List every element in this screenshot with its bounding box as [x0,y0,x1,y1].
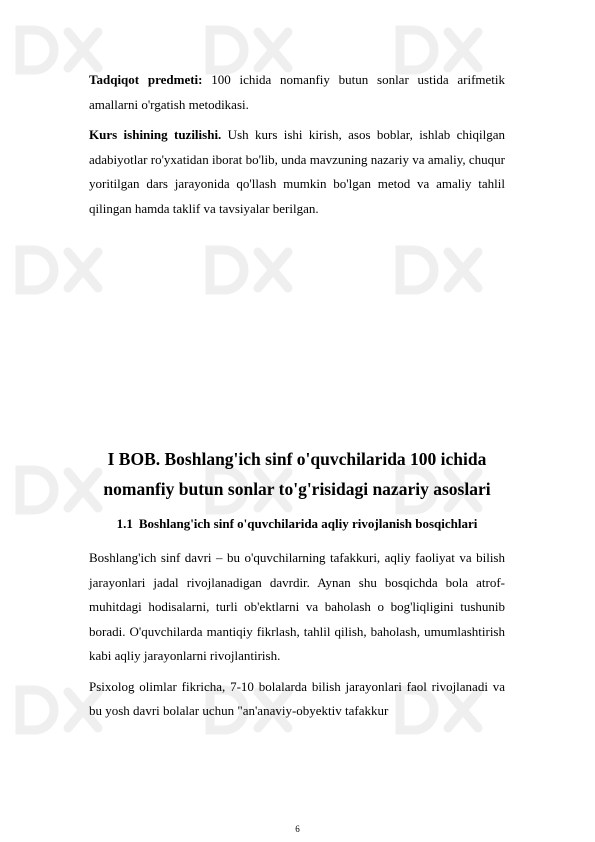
chapter-heading: I BOB. Boshlang'ich sinf o'quvchilarida 100 ichida nomanfiy butun sonlar to'g'risidagi nazariy asoslari [103,449,491,499]
course-structure-paragraph [89,123,505,221]
research-subject-paragraph [89,68,505,117]
blank-space [89,221,505,444]
research-subject-text: 100 ichida nomanfiy butun sonlar ustida arifmetik amallarni o'rgatish metodikasi. [89,72,506,112]
research-subject-label: Tadqiqot predmeti: [89,72,203,87]
section-number: 1.1 [116,516,133,531]
course-structure-text: Ush kurs ishi kirish, asos boblar, ishlab chiqilgan adabiyotlar ro'yxatidan iborat bo'lib, unda mavzuning nazariy va amaliy, chuqur yoritilgan dars jarayonida qo'llash mumkin bo'lgan metod va amaliy tahlil qilingan hamda taklif va tavsiyalar berilgan. [89,127,505,216]
section-title: Boshlang'ich sinf o'quvchilarida aqliy rivojlanish bosqichlari [138,516,478,531]
document-page [89,68,505,730]
page-number: 6 [295,824,300,834]
course-structure-label: Kurs ishining tuzilishi. [89,127,222,142]
body-paragraph-2: Psixolog olimlar fikricha, 7-10 bolalarda bilish jarayonlari faol rivojlanadi va bu yosh davri bolalar uchun "an'anaviy-obyektiv tafakkur [89,678,505,718]
section-heading [89,514,505,534]
body-paragraph-1: Boshlang'ich sinf davri – bu o'quvchilarning tafakkuri, aqliy faoliyat va bilish jarayonlari jadal rivojlanadigan davrdir. Aynan shu bosqichda bola atrof-muhitdagi hodisalarni, turli ob'ektlarni va baholash o bog'liqligini tushunib boradi. O'quvchilarda mantiqiy fikrlash, tahlil qilish, baholash, umumlashtirish kabi aqliy jarayonlarni rivojlantirish. [89,550,505,663]
